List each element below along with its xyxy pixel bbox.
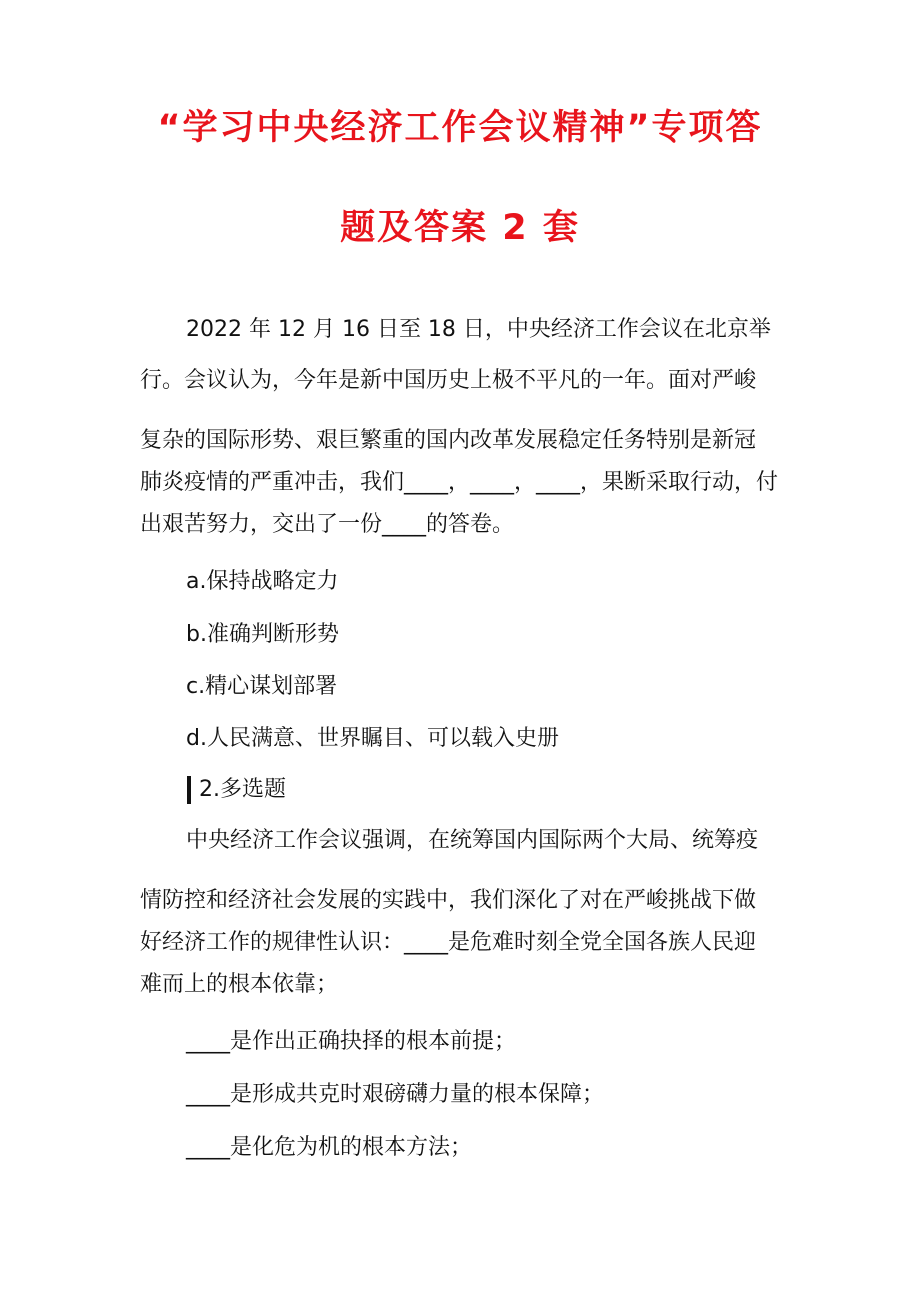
document-title-line-1: “学习中央经济工作会议精神”专项答 [157,108,763,148]
q2-line-4: 难而上的根本依靠； [140,972,339,997]
document-title-line-2: 题及答案 2 套 [340,208,580,248]
intro-line-2: 行。会议认为，今年是新中国历史上极不平凡的一年。面对严峻 [140,368,757,393]
intro-line-5: 出艰苦努力，交出了一份____的答卷。 [140,512,515,537]
intro-line-3: 复杂的国际形势、艰巨繁重的国内改革发展稳定任务特别是新冠 [140,428,757,453]
q2-line-1: 中央经济工作会议强调，在统筹国内国际两个大局、统筹疫 [186,828,759,853]
option-b: b.准确判断形势 [186,622,339,647]
q2-blank-line-3: ____是化危为机的根本方法； [186,1135,473,1160]
q2-blank-line-1: ____是作出正确抉择的根本前提； [186,1029,517,1054]
option-a: a.保持战略定力 [186,569,339,594]
section-heading: 2.多选题 [199,777,286,802]
section-heading-bar [187,776,191,804]
q2-blank-line-2: ____是形成共克时艰磅礴力量的根本保障； [186,1082,605,1107]
q2-line-2: 情防控和经济社会发展的实践中，我们深化了对在严峻挑战下做 [140,888,757,913]
option-c: c.精心谋划部署 [186,674,338,699]
intro-line-4: 肺炎疫情的严重冲击，我们____，____，____，果断采取行动，付 [140,470,779,495]
intro-line-1: 2022 年 12 月 16 日至 18 日，中央经济工作会议在北京举 [186,317,771,342]
option-d: d.人民满意、世界瞩目、可以载入史册 [186,726,559,751]
q2-line-3: 好经济工作的规律性认识：____是危难时刻全党全国各族人民迎 [140,930,757,955]
